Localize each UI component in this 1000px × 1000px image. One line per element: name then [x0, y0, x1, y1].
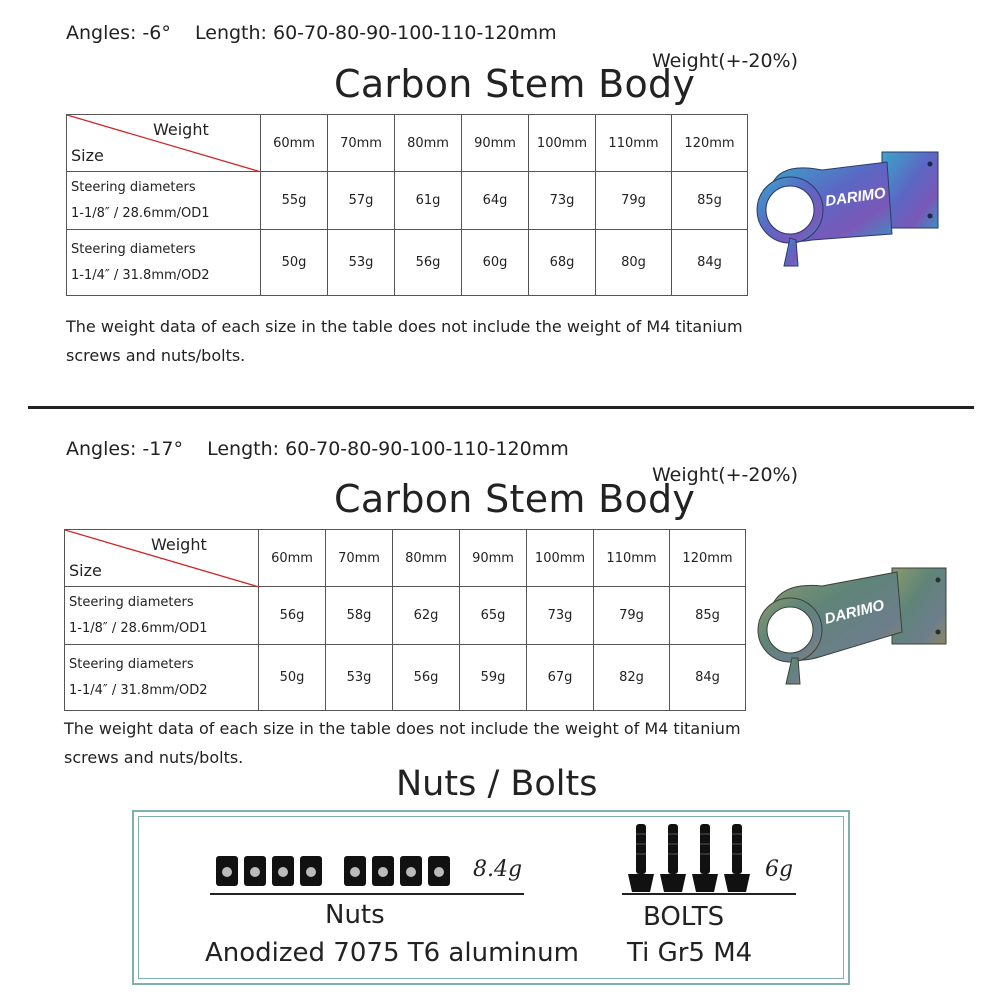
- weight-tolerance-2: Weight(+-20%): [652, 464, 799, 486]
- bolts-weight: 6g: [765, 857, 794, 882]
- column-header: 120mm: [670, 530, 746, 587]
- weight-cell: 56g: [259, 587, 326, 645]
- table-row: [65, 645, 746, 711]
- nuts-icon: [212, 850, 462, 892]
- weight-cell: 85g: [672, 172, 748, 230]
- header-size: Size: [71, 146, 104, 165]
- stem-brand-2: DARIMO: [822, 596, 886, 628]
- weight-cell: 68g: [529, 230, 596, 296]
- section-divider: [28, 406, 974, 409]
- row-label-line-2: 1-1/4″ / 31.8mm/OD2: [71, 267, 210, 283]
- table-row: [65, 587, 746, 645]
- weight-cell: 50g: [259, 645, 326, 711]
- row-label-line-2: 1-1/8″ / 28.6mm/OD1: [71, 205, 210, 221]
- weight-cell: 67g: [527, 645, 594, 711]
- weight-cell: 56g: [393, 645, 460, 711]
- weight-cell: 60g: [462, 230, 529, 296]
- note-line-1b: screws and nuts/bolts.: [66, 346, 246, 365]
- nuts-weight: 8.4g: [473, 857, 523, 882]
- note-line-2b: screws and nuts/bolts.: [64, 748, 244, 767]
- nuts-material: Anodized 7075 T6 aluminum: [205, 938, 579, 968]
- bolts-material: Ti Gr5 M4: [627, 938, 753, 968]
- stem-image-1: [752, 148, 947, 273]
- column-header: 120mm: [672, 115, 748, 172]
- bolts-icon: [624, 820, 756, 894]
- header-weight: Weight: [151, 535, 207, 554]
- row-label: [65, 587, 259, 645]
- weight-cell: 55g: [261, 172, 328, 230]
- weight-cell: 73g: [529, 172, 596, 230]
- column-header: 70mm: [326, 530, 393, 587]
- nuts-underline: [210, 893, 524, 895]
- specs-line-1: Angles: -6° Length: 60-70-80-90-100-110-120mm: [66, 22, 557, 44]
- column-header: 80mm: [393, 530, 460, 587]
- weight-cell: 84g: [670, 645, 746, 711]
- column-header: 60mm: [261, 115, 328, 172]
- table-corner-header: [67, 115, 261, 172]
- row-label-line-1: Steering diameters: [69, 656, 194, 672]
- column-header: 70mm: [328, 115, 395, 172]
- weight-cell: 50g: [261, 230, 328, 296]
- stem-brand-1: DARIMO: [824, 184, 887, 210]
- weight-cell: 73g: [527, 587, 594, 645]
- column-header: 90mm: [462, 115, 529, 172]
- weight-cell: 64g: [462, 172, 529, 230]
- weight-cell: 59g: [460, 645, 527, 711]
- row-label: [67, 172, 261, 230]
- weight-cell: 53g: [326, 645, 393, 711]
- weight-cell: 79g: [596, 172, 672, 230]
- section-title-2: Carbon Stem Body: [334, 477, 696, 521]
- weight-cell: 79g: [594, 587, 670, 645]
- column-header: 100mm: [527, 530, 594, 587]
- header-weight: Weight: [153, 120, 209, 139]
- table-corner-header: [65, 530, 259, 587]
- note-line-1a: The weight data of each size in the table does not include the weight of M4 titanium: [66, 317, 743, 336]
- header-size: Size: [69, 561, 102, 580]
- section-title-1: Carbon Stem Body: [334, 62, 696, 106]
- stem-image-2: [752, 562, 952, 687]
- row-label-line-1: Steering diameters: [69, 594, 194, 610]
- column-header: 80mm: [395, 115, 462, 172]
- row-label: [65, 645, 259, 711]
- weight-cell: 80g: [596, 230, 672, 296]
- nuts-label: Nuts: [325, 900, 385, 930]
- table-row: [67, 230, 748, 296]
- column-header: 60mm: [259, 530, 326, 587]
- column-header: 110mm: [596, 115, 672, 172]
- weight-cell: 58g: [326, 587, 393, 645]
- bolts-underline: [622, 893, 796, 895]
- weight-cell: 84g: [672, 230, 748, 296]
- weight-cell: 56g: [395, 230, 462, 296]
- column-header: 100mm: [529, 115, 596, 172]
- column-header: 90mm: [460, 530, 527, 587]
- weight-cell: 65g: [460, 587, 527, 645]
- weight-tolerance-1: Weight(+-20%): [652, 50, 799, 72]
- row-label-line-1: Steering diameters: [71, 179, 196, 195]
- weight-table-2: [64, 529, 746, 711]
- weight-cell: 85g: [670, 587, 746, 645]
- specs-line-2: Angles: -17° Length: 60-70-80-90-100-110-120mm: [66, 438, 569, 460]
- weight-cell: 53g: [328, 230, 395, 296]
- row-label: [67, 230, 261, 296]
- weight-cell: 82g: [594, 645, 670, 711]
- weight-cell: 62g: [393, 587, 460, 645]
- table-row: [67, 172, 748, 230]
- weight-table-1: [66, 114, 748, 296]
- bolts-label: BOLTS: [643, 902, 725, 932]
- row-label-line-2: 1-1/8″ / 28.6mm/OD1: [69, 620, 208, 636]
- weight-cell: 61g: [395, 172, 462, 230]
- hardware-title: Nuts / Bolts: [396, 764, 598, 804]
- weight-cell: 57g: [328, 172, 395, 230]
- column-header: 110mm: [594, 530, 670, 587]
- row-label-line-1: Steering diameters: [71, 241, 196, 257]
- note-line-2a: The weight data of each size in the table does not include the weight of M4 titanium: [64, 719, 741, 738]
- row-label-line-2: 1-1/4″ / 31.8mm/OD2: [69, 682, 208, 698]
